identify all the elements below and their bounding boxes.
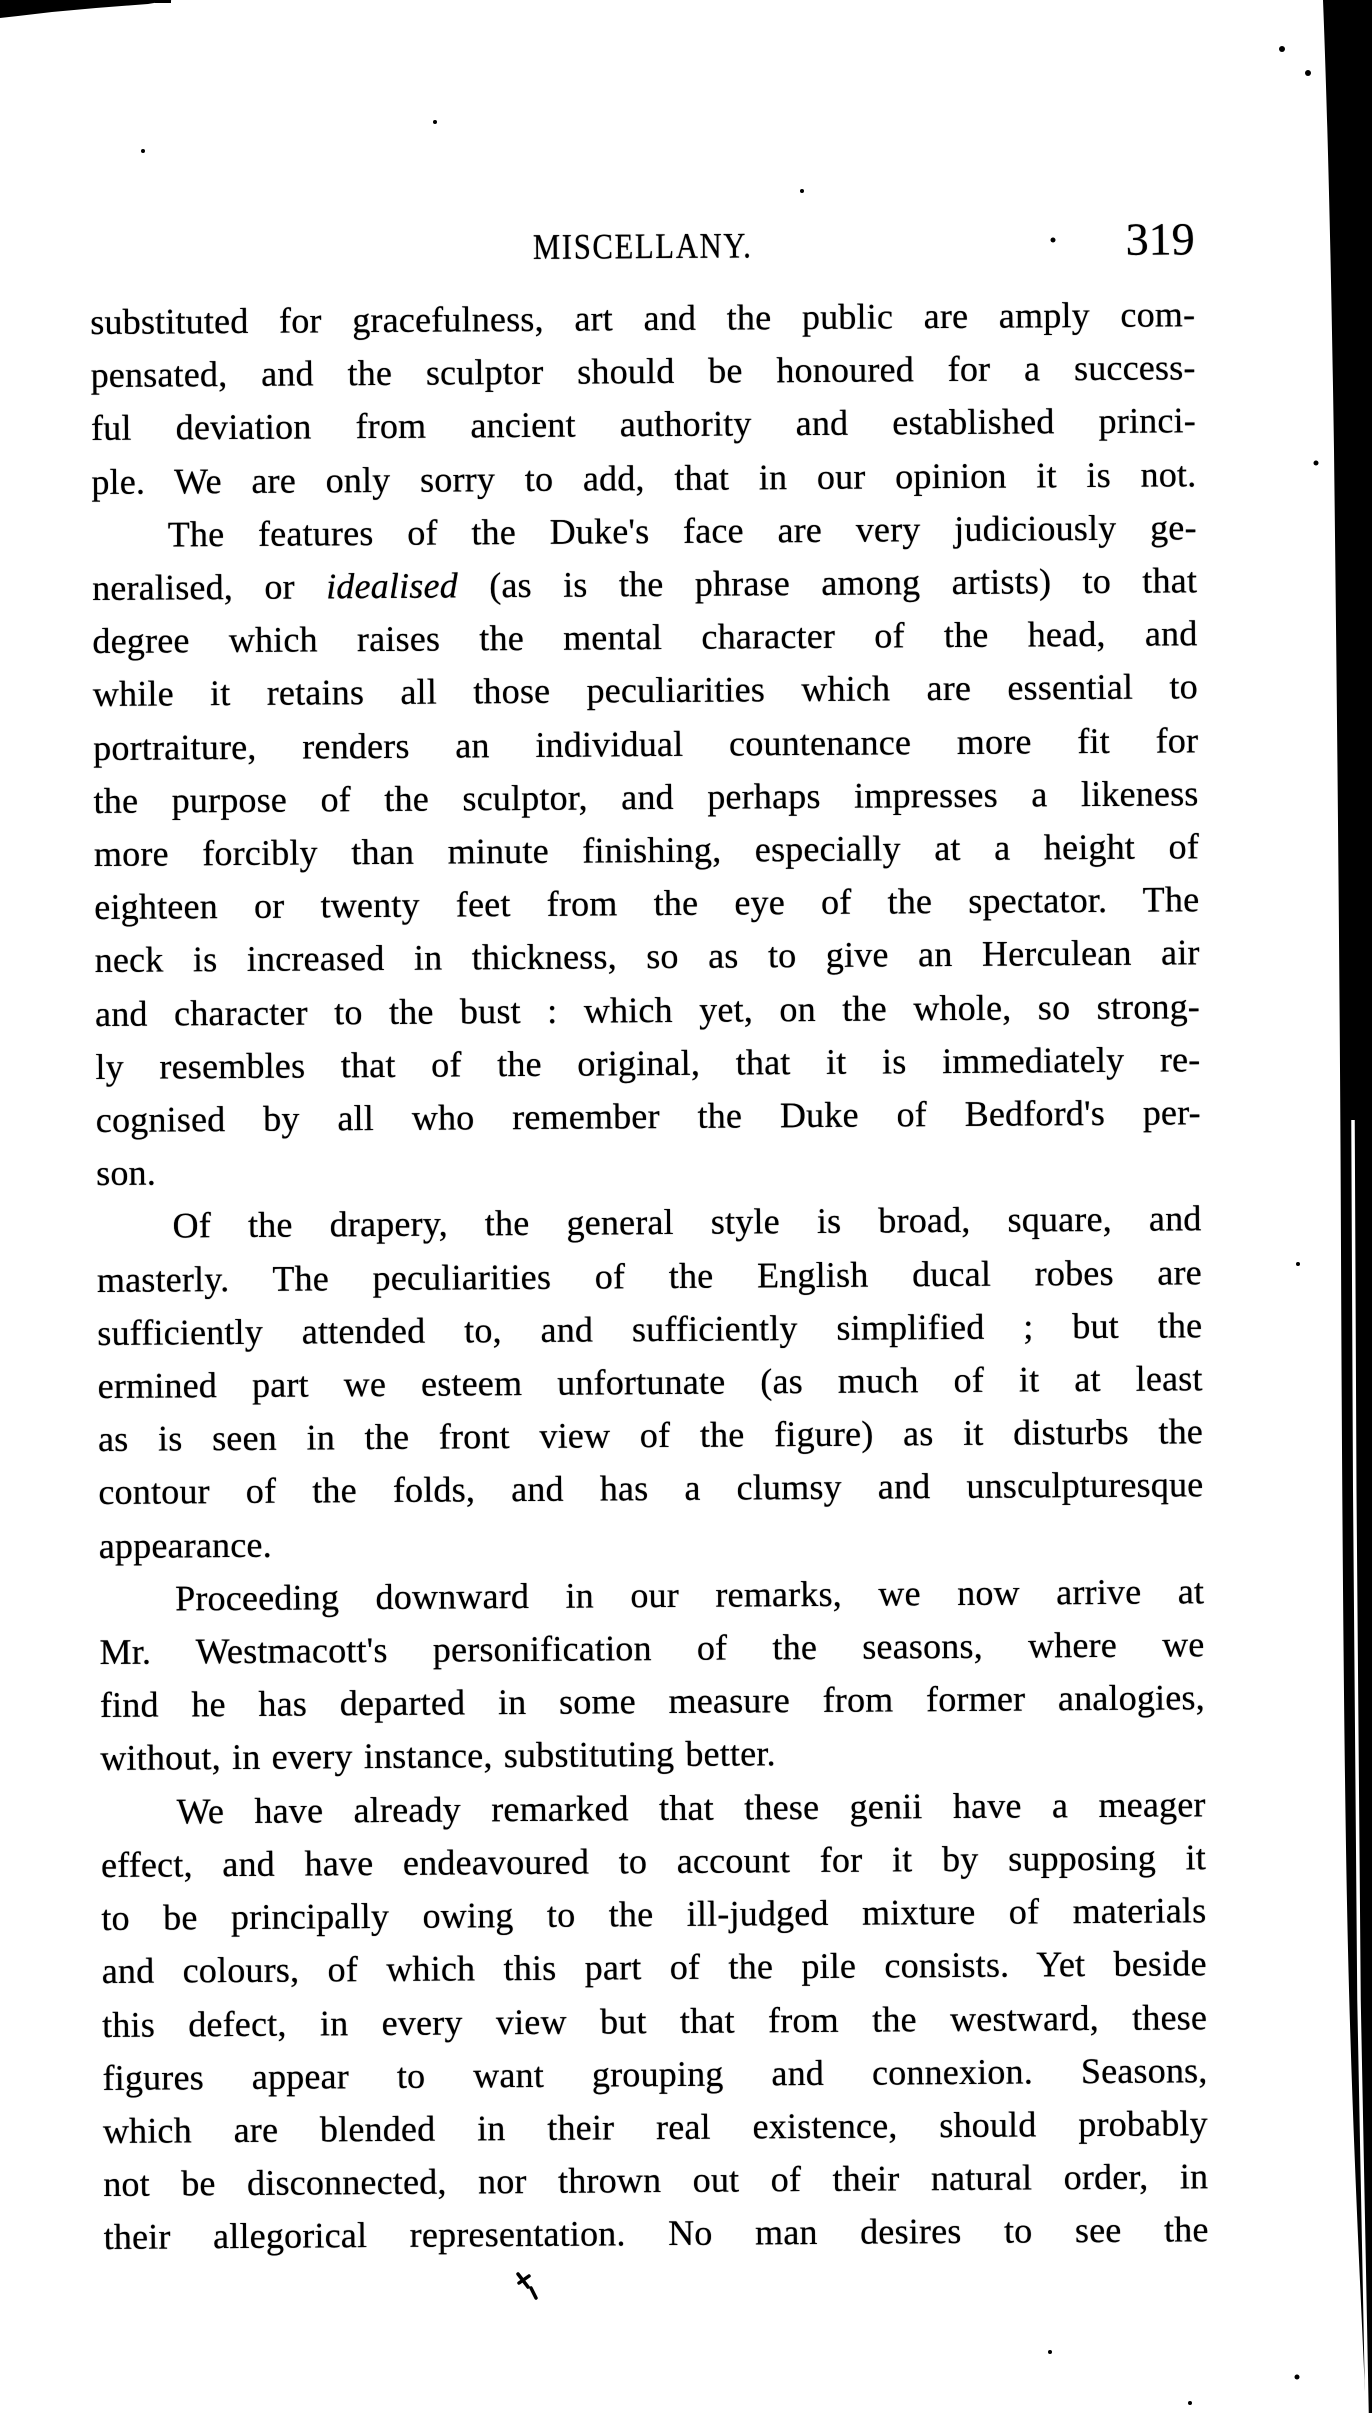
text-line: degree which raises the mental character of the head, and [92, 613, 1198, 662]
text-line: Of the drapery, the general style is broad, square, and [172, 1198, 1202, 1246]
text-line: sufficiently attended to, and sufficiently simplified ; but the [97, 1305, 1203, 1353]
text-line: while it retains all those peculiarities which are essential to [92, 666, 1198, 715]
scan-band-crack [1353, 1120, 1367, 2413]
text-line: more forcibly than minute finishing, especially at a height of [93, 826, 1200, 875]
text-line: masterly. The peculiarities of the English ducal robes are [96, 1251, 1203, 1300]
text-line: neralised, or idealised (as is the phrase among artists) to that [91, 560, 1198, 609]
text-line: contour of the folds, and has a clumsy and unsculpturesque [98, 1464, 1204, 1513]
text-line: figures appear to want grouping and connexion. Seasons, [102, 2049, 1208, 2098]
text-line: find he has departed in some measure from former analogies, [99, 1677, 1206, 1726]
text-line: cognised by all who remember the Duke of Bedford's per- [95, 1092, 1201, 1141]
text-line: We have already remarked that these genii have a meager [176, 1783, 1206, 1832]
text-line: and colours, of which this part of the pile consists. Yet beside [101, 1943, 1207, 1992]
text-line: son. [96, 1152, 157, 1194]
text-line: ly resembles that of the original, that it is immediately re- [95, 1039, 1201, 1087]
text-line: portraiture, renders an individual countenance more fit for [93, 719, 1199, 768]
text-line: effect, and have endeavoured to account for it by supposing it [100, 1837, 1207, 1885]
right-edge-scan-band [1323, 0, 1372, 2413]
text-line: substituted for gracefulness, art and the public are amply com- [90, 294, 1196, 342]
text-line: which are blended in their real existence, should probably [102, 2103, 1208, 2151]
text-line: this defect, in every view but that from the westward, these [101, 1996, 1208, 2045]
text-line: without, in every instance, substituting better. [100, 1733, 776, 1779]
text-line: and character to the bust : which yet, on the whole, so strong- [94, 985, 1201, 1034]
page-content [88, 0, 1210, 2413]
body-text-block [90, 288, 1209, 2264]
running-head: MISCELLANY. [532, 225, 753, 267]
text-line: the purpose of the sculptor, and perhaps impresses a likeness [93, 773, 1199, 821]
text-line: The features of the Duke's face are very judiciously ge- [167, 507, 1197, 555]
text-line: to be principally owing to the ill-judged mixture of materials [101, 1890, 1207, 1939]
text-line: as is seen in the front view of the figure) as it disturbs the [97, 1411, 1204, 1460]
text-line: Mr. Westmacott's personification of the seasons, where we [99, 1624, 1205, 1673]
text-line: pensated, and the sculptor should be honoured for a success- [90, 347, 1196, 396]
text-line: ermined part we esteem unfortunate (as much of it at least [97, 1358, 1203, 1407]
text-line: ple. We are only sorry to add, that in our opinion it is not. [91, 453, 1197, 502]
page-number: 319 [1125, 213, 1195, 265]
text-line: neck is increased in thickness, so as to give an Herculean air [94, 932, 1200, 981]
text-line: their allegorical representation. No man desires to see the [103, 2209, 1209, 2258]
text-line: not be disconnected, nor thrown out of their natural order, in [103, 2156, 1209, 2205]
text-line: eighteen or twenty feet from the eye of the spectator. The [94, 879, 1200, 928]
text-line: Proceeding downward in our remarks, we now arrive at [175, 1571, 1205, 1619]
text-line: appearance. [98, 1524, 272, 1566]
text-line: ful deviation from ancient authority and established princi- [90, 400, 1197, 449]
